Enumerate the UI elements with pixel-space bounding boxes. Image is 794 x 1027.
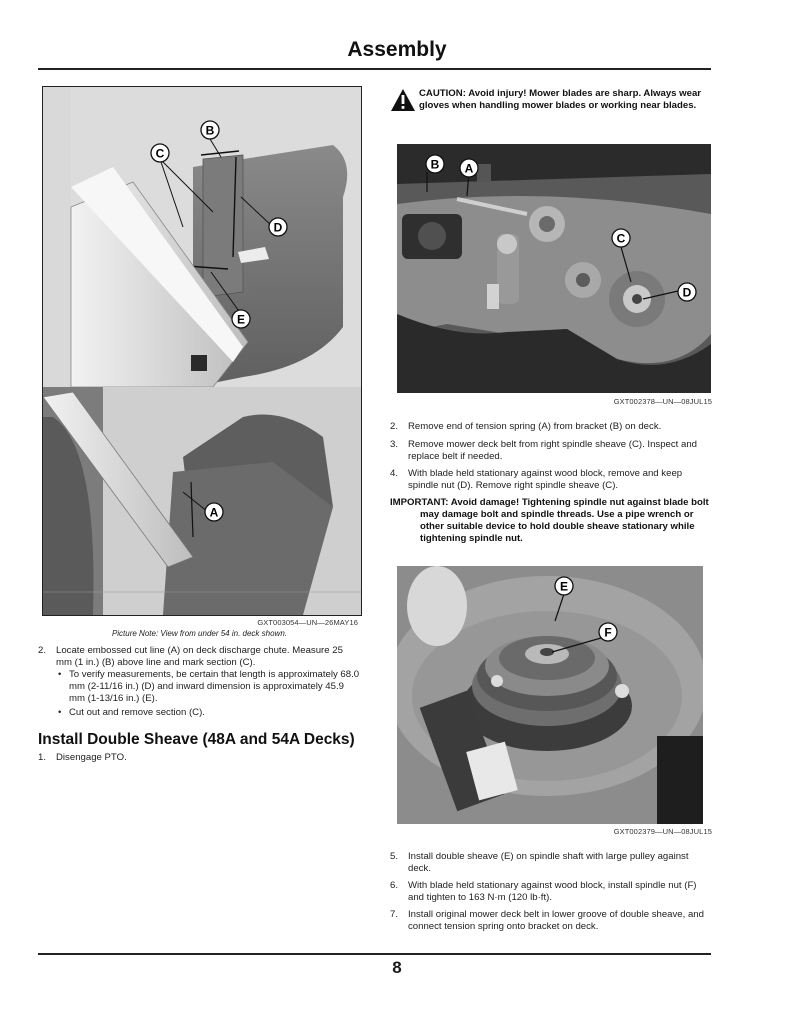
step-7-install-belt (390, 909, 712, 935)
important-text: IMPORTANT: Avoid damage! Tightening spindle nut against blade bolt may damage bolt and spindle threads. Use a pipe wrench or other suitable device to hold double sheave stationary while tightening spindle nut. (390, 497, 709, 544)
callout-d-top (269, 218, 287, 236)
step-number: 1. (38, 752, 47, 763)
step-number: 2. (390, 421, 399, 432)
svg-text:C: C (155, 146, 165, 161)
callout-c (612, 229, 630, 247)
figure-code: GXT002378—UN—08JUL15 (613, 397, 712, 406)
svg-text:F: F (604, 625, 612, 640)
callout-a-bottom (205, 503, 223, 521)
step-number: 6. (390, 880, 399, 891)
section-heading: Install Double Sheave (48A and 54A Decks) (38, 731, 355, 748)
step-text: With blade held stationary against wood block, install spindle nut (F) and tighten to 163 N·m (120 lb·ft). (408, 880, 697, 904)
figure-discharge-chute (42, 86, 362, 616)
step-text: Locate embossed cut line (A) on deck discharge chute. Measure 25 mm (1 in.) (B) above line and mark section (C). (56, 645, 343, 669)
double-sheave-photo (397, 566, 703, 824)
step-text: Remove mower deck belt from right spindle sheave (C). Inspect and replace belt if needed. (408, 439, 698, 463)
step-text: Remove end of tension spring (A) from bracket (B) on deck. (408, 421, 662, 432)
caution-text: CAUTION: Avoid injury! Mower blades are sharp. Always wear gloves when handling mower blades or working near blades. (419, 88, 702, 111)
step-6-install-nut (390, 880, 712, 906)
figure-code: GXT003054—UN—26MAY16 (257, 618, 358, 627)
step-2-remove-spring (390, 421, 712, 434)
figure-deck-spindles (397, 144, 711, 393)
svg-text:A: A (464, 161, 474, 176)
footer-rule (38, 953, 711, 955)
svg-text:C: C (616, 231, 626, 246)
step-number: 5. (390, 851, 399, 862)
picture-note: Picture Note: View from under 54 in. deck shown. (111, 629, 287, 638)
step-number: 2. (38, 645, 47, 656)
svg-text:D: D (682, 285, 692, 300)
step-number: 4. (390, 468, 399, 479)
bullet-text: To verify measurements, be certain that length is approximately 68.0 mm (2-11/16 in.) (D) and inward dimension is approximately 45.9 mm (1-13/16 in.) (E). (69, 669, 360, 705)
step-3-remove-belt (390, 439, 712, 465)
callout-e-top (232, 310, 250, 328)
deck-spindles-photo (397, 144, 711, 393)
callout-a (460, 159, 478, 177)
svg-text:A: A (209, 505, 219, 520)
step-text: With blade held stationary against wood block, remove and keep spindle nut (D). Remove right spindle sheave (C). (408, 468, 683, 492)
callout-c-top (151, 144, 169, 162)
page-number: 8 (392, 958, 402, 977)
bullet-verify-measurements: • To verify measurements, be certain that length is approximately 68.0 mm (2-11/16 in.) (D) and inward dimension is approximately 45.9 mm (1-13/16 in.) (E). (58, 669, 360, 705)
page-title: Assembly (347, 38, 447, 61)
callout-b-top (201, 121, 219, 139)
callout-d (678, 283, 696, 301)
warning-triangle-icon (390, 88, 416, 112)
figure-double-sheave (397, 566, 703, 824)
step-number: 7. (390, 909, 399, 920)
step-text: Install original mower deck belt in lower groove of double sheave, and connect tension spring onto bracket on deck. (408, 909, 704, 933)
discharge-chute-illustration (43, 87, 361, 615)
step-text: Disengage PTO. (56, 752, 127, 763)
svg-text:E: E (236, 312, 246, 327)
svg-text:B: B (430, 157, 440, 172)
figure-code: GXT002379—UN—08JUL15 (613, 827, 712, 836)
step-1-disengage-pto (38, 752, 360, 765)
svg-text:B: B (205, 123, 215, 138)
step-text: Install double sheave (E) on spindle shaft with large pulley against deck. (408, 851, 689, 875)
svg-text:D: D (273, 220, 283, 235)
bullet-cut-out-section: • Cut out and remove section (C). (58, 707, 360, 720)
callout-b (426, 155, 444, 173)
step-5-install-sheave (390, 851, 712, 877)
step-number: 3. (390, 439, 399, 450)
header-rule (38, 68, 711, 70)
important-notice (390, 497, 712, 545)
bullet-text: Cut out and remove section (C). (69, 707, 205, 718)
callout-f (599, 623, 617, 641)
step-4-remove-nut (390, 468, 712, 494)
callout-e (555, 577, 573, 595)
svg-text:E: E (559, 579, 569, 594)
